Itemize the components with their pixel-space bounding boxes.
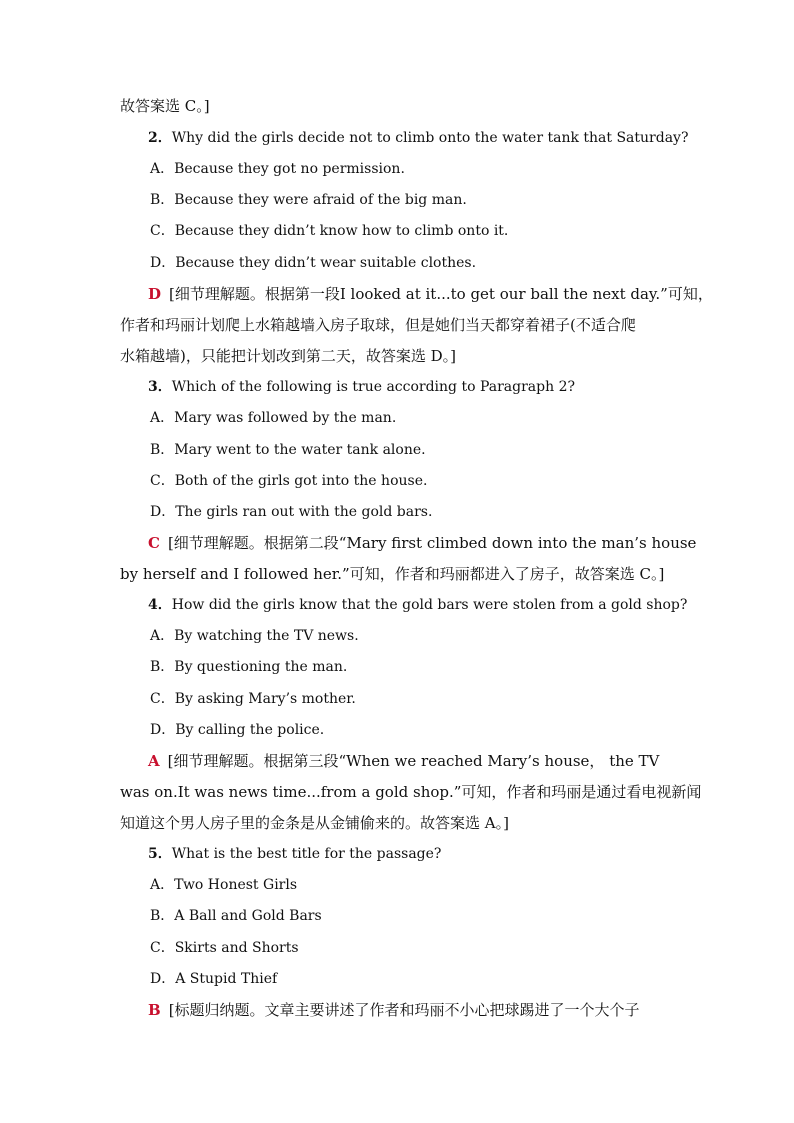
answer-end-line: 故答案选 C。]	[120, 97, 210, 115]
question-5	[148, 844, 704, 864]
option-a: A．By watching the TV news.	[150, 628, 359, 644]
question-3	[148, 377, 704, 397]
explanation-text: [细节理解题。根据第二段“Mary first climbed down into the man’s house	[167, 534, 697, 552]
answer-letter: B	[148, 1001, 161, 1019]
option-c: C．Skirts and Shorts	[150, 940, 299, 956]
option-c: C．By asking Mary’s mother.	[150, 691, 356, 707]
explanation-line: was on.It was news time...from a gold shop.”可知，作者和玛丽是通过看电视新闻	[120, 783, 702, 801]
question-number: 2．	[148, 130, 172, 146]
answer-letter: C	[148, 534, 160, 552]
explanation-line	[148, 751, 704, 771]
explanation-line	[148, 533, 704, 553]
question-4	[148, 595, 704, 615]
explanation-line: 水箱越墙)，只能把计划改到第二天，故答案选 D。]	[120, 347, 457, 365]
option-b: B．A Ball and Gold Bars	[150, 908, 322, 924]
option-a: A．Because they got no permission.	[150, 161, 405, 177]
option-b: B．By questioning the man.	[150, 659, 348, 675]
option-d: D．Because they didn’t wear suitable clothes.	[150, 255, 477, 271]
option-d: D．By calling the police.	[150, 722, 325, 738]
explanation-text: [细节理解题。根据第三段“When we reached Mary’s house， the TV	[167, 752, 660, 770]
explanation-line	[148, 284, 713, 304]
question-text: What is the best title for the passage?	[171, 846, 442, 862]
explanation-line	[148, 1000, 704, 1020]
question-2	[148, 128, 704, 148]
option-b: B．Mary went to the water tank alone.	[150, 442, 426, 458]
option-c: C．Both of the girls got into the house.	[150, 473, 428, 489]
option-a: A．Two Honest Girls	[150, 877, 298, 893]
question-number: 5．	[148, 846, 172, 862]
question-text: Which of the following is true according to Paragraph 2?	[171, 379, 575, 395]
explanation-line: by herself and I followed her.”可知，作者和玛丽都进入了房子，故答案选 C。]	[120, 565, 665, 583]
question-number: 3．	[148, 379, 172, 395]
explanation-text: [标题归纳题。文章主要讲述了作者和玛丽不小心把球踢进了一个大个子	[168, 1001, 640, 1019]
question-text: How did the girls know that the gold bars were stolen from a gold shop?	[171, 597, 688, 613]
explanation-line: 知道这个男人房子里的金条是从金铺偷来的。故答案选 A。]	[120, 814, 509, 832]
explanation-text: [细节理解题。根据第一段I looked at it...to get our ball the next day.”可知，	[169, 285, 713, 303]
option-d: D．A Stupid Thief	[150, 971, 278, 987]
explanation-line: 作者和玛丽计划爬上水箱越墙入房子取球，但是她们当天都穿着裙子(不适合爬	[120, 316, 636, 334]
question-text: Why did the girls decide not to climb onto the water tank that Saturday?	[171, 130, 689, 146]
answer-letter: D	[148, 285, 162, 303]
answer-letter: A	[148, 752, 160, 770]
option-d: D．The girls ran out with the gold bars.	[150, 504, 433, 520]
option-b: B．Because they were afraid of the big man.	[150, 192, 467, 208]
option-c: C．Because they didn’t know how to climb onto it.	[150, 223, 509, 239]
option-a: A．Mary was followed by the man.	[150, 410, 397, 426]
question-number: 4．	[148, 597, 172, 613]
